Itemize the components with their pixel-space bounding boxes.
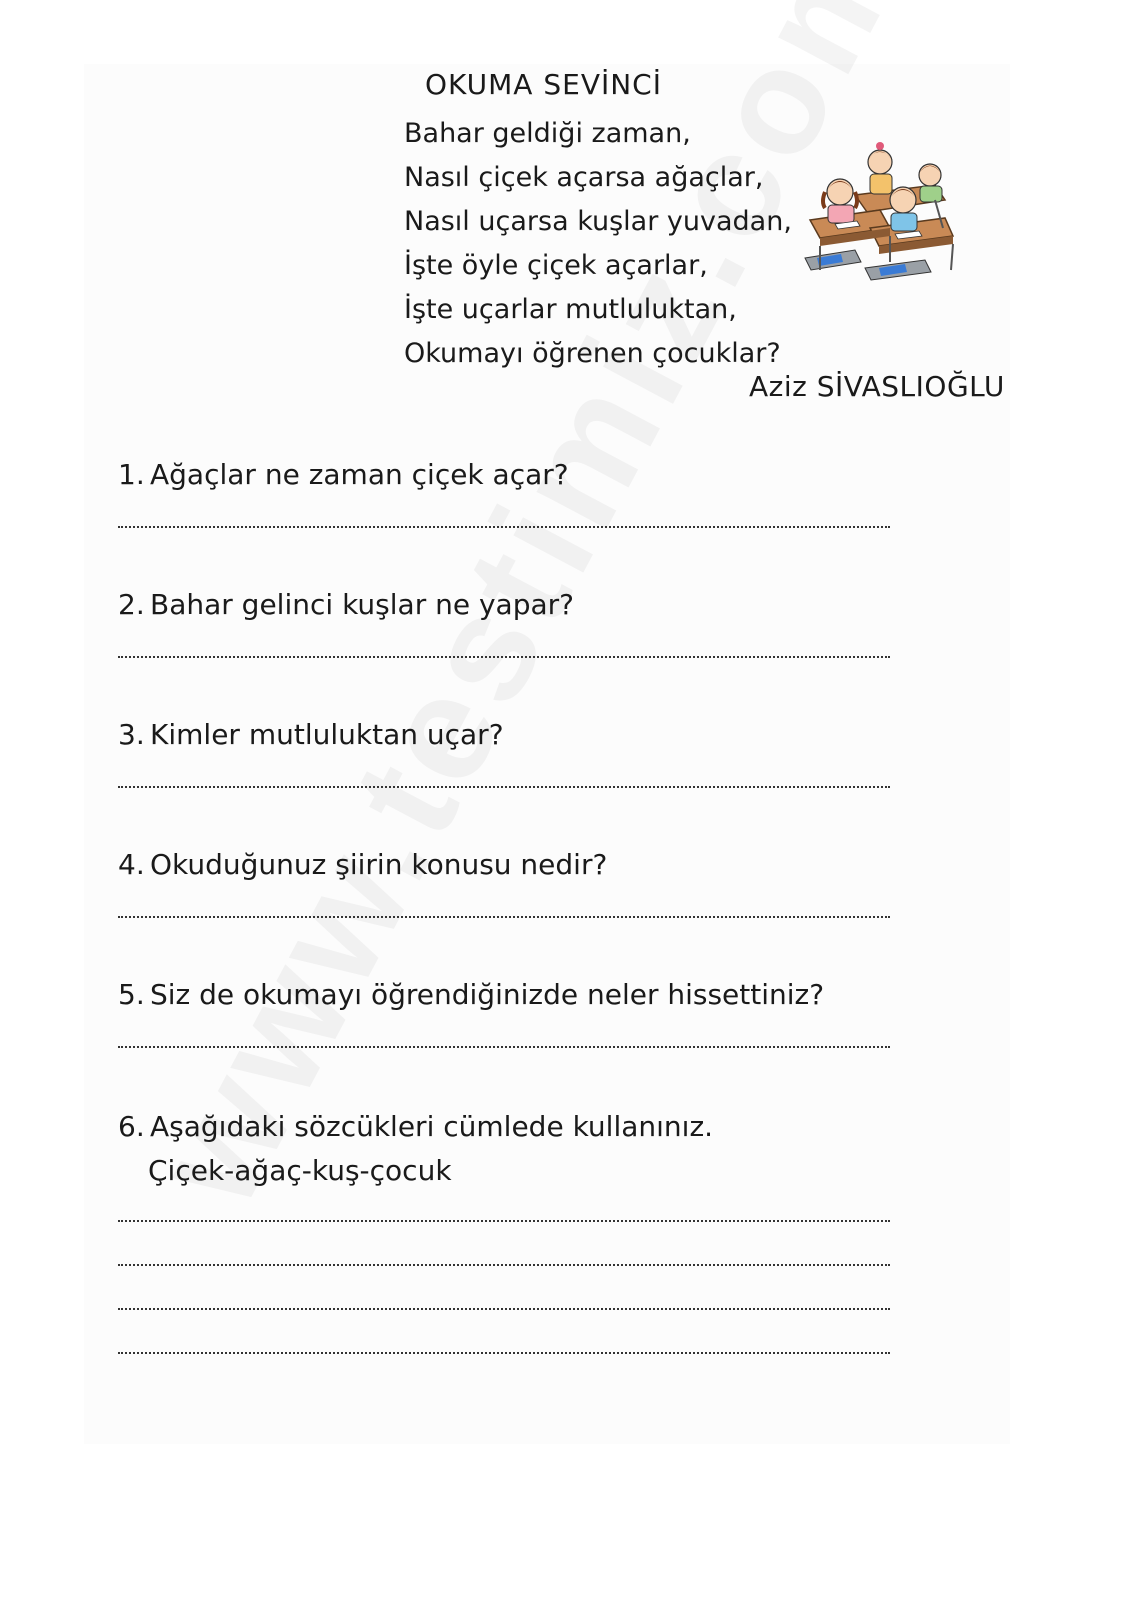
question-6 [118, 1110, 713, 1143]
question-text: Okuduğunuz şiirin konusu nedir? [150, 848, 608, 881]
question-text: Bahar gelinci kuşlar ne yapar? [150, 588, 575, 621]
classroom-children-illustration [795, 140, 955, 290]
question-text: Aşağıdaki sözcükleri cümlede kullanınız. [150, 1110, 714, 1143]
poem-line: İşte öyle çiçek açarlar, [404, 250, 708, 281]
question-number: 1. [118, 458, 145, 491]
question-number: 2. [118, 588, 145, 621]
answer-line[interactable] [118, 654, 890, 658]
poem-line: Nasıl çiçek açarsa ağaçlar, [404, 162, 764, 193]
poem-line: Nasıl uçarsa kuşlar yuvadan, [404, 206, 792, 237]
question-2 [118, 588, 574, 621]
question-text: Ağaçlar ne zaman çiçek açar? [150, 458, 569, 491]
question-number: 3. [118, 718, 145, 751]
answer-line[interactable] [118, 1350, 890, 1354]
poem-author: Aziz SİVASLIOĞLU [749, 370, 1005, 403]
question-text: Kimler mutluluktan uçar? [150, 718, 504, 751]
poem-line: İşte uçarlar mutluluktan, [404, 294, 737, 325]
question-5 [118, 978, 824, 1011]
answer-line[interactable] [118, 524, 890, 528]
poem-body [404, 112, 792, 376]
answer-line[interactable] [118, 1262, 890, 1266]
answer-line[interactable] [118, 914, 890, 918]
poem-line: Okumayı öğrenen çocuklar? [404, 338, 781, 369]
question-1 [118, 458, 569, 491]
question-number: 5. [118, 978, 145, 1011]
question-text: Siz de okumayı öğrendiğinizde neler hissettiniz? [150, 978, 825, 1011]
answer-line[interactable] [118, 1044, 890, 1048]
question-4 [118, 848, 607, 881]
question-6-words: Çiçek-ağaç-kuş-çocuk [148, 1154, 452, 1187]
question-number: 6. [118, 1110, 145, 1143]
poem-line: Bahar geldiği zaman, [404, 118, 691, 149]
answer-line[interactable] [118, 1218, 890, 1222]
question-3 [118, 718, 504, 751]
question-number: 4. [118, 848, 145, 881]
poem-title: OKUMA SEVİNCİ [425, 68, 662, 101]
answer-line[interactable] [118, 1306, 890, 1310]
answer-line[interactable] [118, 784, 890, 788]
